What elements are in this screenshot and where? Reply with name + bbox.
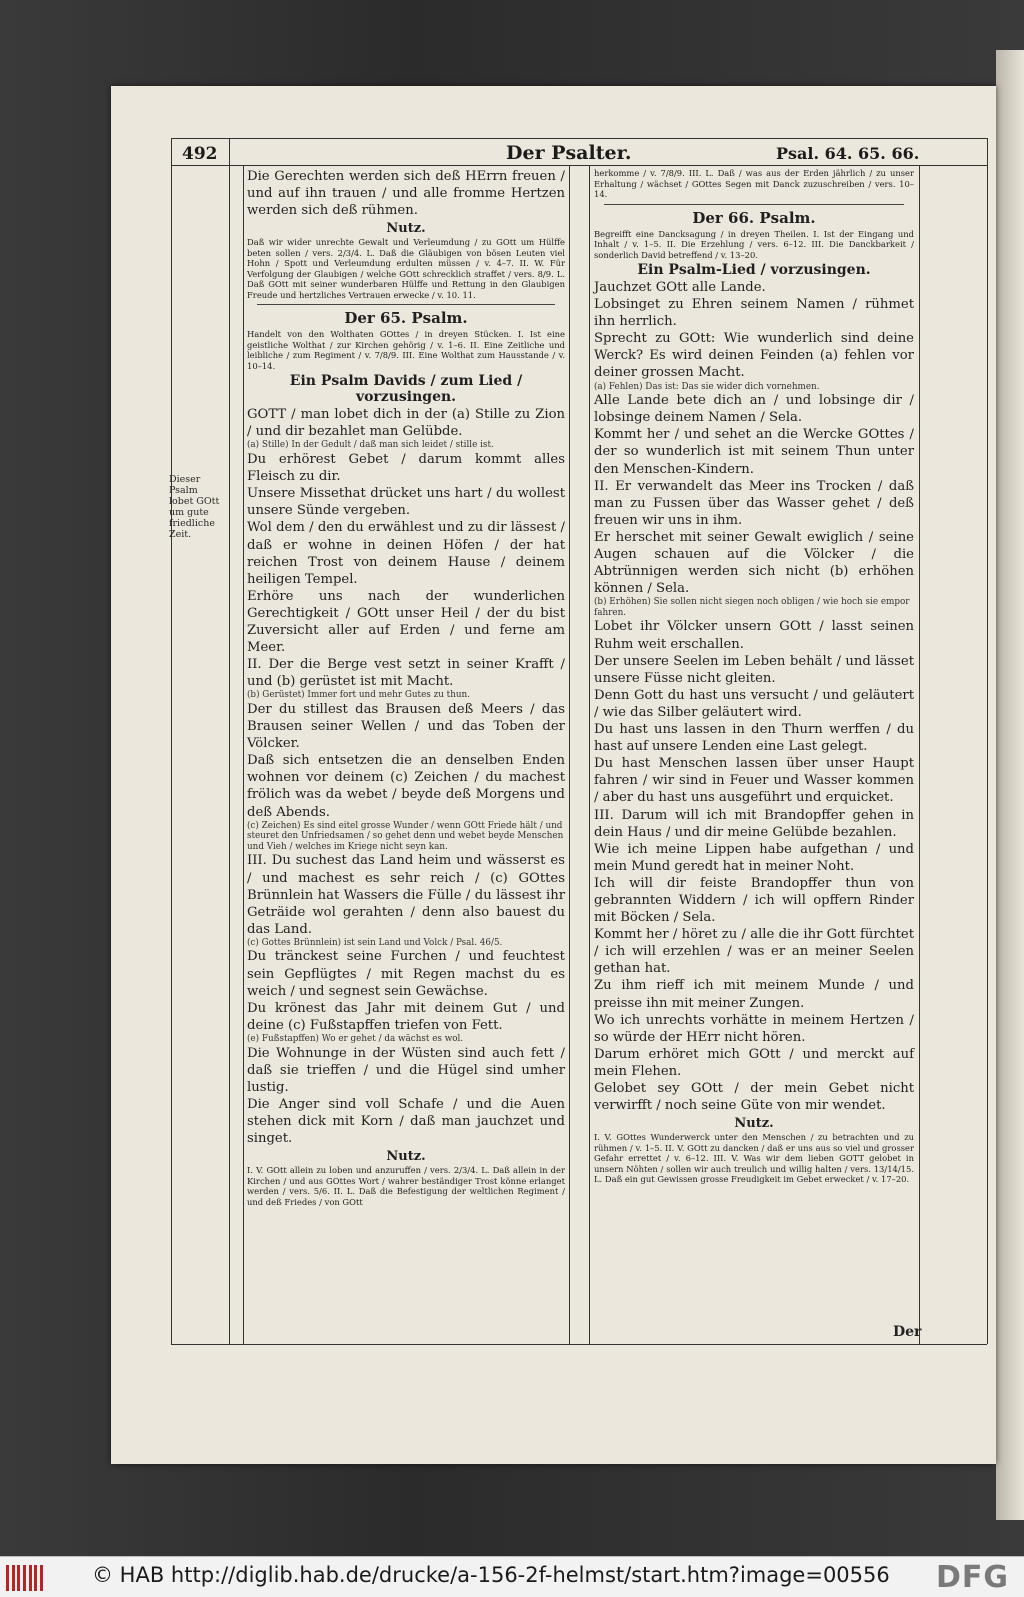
running-title: Der Psalter. [506,142,632,164]
verse-15: Ich will dir feiste Brandopffer thun von gebrannten Widdern / ich will opffern Rinder mit Böcken / Sela. [594,875,914,926]
verse-3: Sprecht zu GOtt: Wie wunderlich sind deine Werck? Es wird deinen Feinden (a) fehlen vor deiner grossen Macht. [594,331,914,381]
verse-16: Kommt her / höret zu / alle die ihr Gott fürchtet / ich will erzehlen / was er an meiner Seelen gethan hat. [594,927,914,977]
footnote-c2: (c) Gottes Brünnlein) ist sein Land und Volck / Psal. 46/5. [247,937,503,948]
footnote-a: (a) Fehlen) Das ist: Das sie wider dich vornehmen. [594,381,820,392]
verse-4: Alle Lande bete dich an / und lobsinge dir / lobsinge deinem Namen / Sela. [594,393,914,426]
verse-11: Du hast uns lassen in den Thurn werffen / du hast auf unsere Lenden eine Last gelegt. [594,722,914,755]
verse-13: III. Darum will ich mit Brandopffer gehen in dein Haus / und dir meine Gelübde bezahlen. [594,807,914,840]
nutz-heading-2: Nutz. [386,1149,426,1165]
verse-7: Er herschet mit seiner Gewalt ewiglich / seine Augen schauen auf die Völcker / die Abtrünnigen werden sich nicht (b) erhöhen können / Sela. [594,529,914,597]
psalm-66-subtitle: Ein Psalm-Lied / vorzusingen. [637,262,871,278]
verse-8: Der du stillest das Brausen deß Meers / das Brausen seiner Wellen / und das Toben der Völcker. [247,701,565,752]
verse-19: Darum erhöret mich GOtt / und merckt auf mein Flehen. [594,1046,914,1079]
right-column [594,168,914,1185]
psalm-66-title: Der 66. Psalm. [692,208,816,227]
verse-2: Lobsinget zu Ehren seinem Namen / rühmet ihn herrlich. [594,297,914,330]
bottom-rule [171,1344,987,1345]
footnote-c: (c) Zeichen) Es sind eitel grosse Wunder / wenn GOtt Friede hält / und steuret den Unfriedsamen / so gehet denn und webet beyde Menschen und Vieh / welches im Kriege nicht seyn kan. [247,820,564,852]
verse-14: Wie ich meine Lippen habe aufgethan / und mein Mund geredt hat in meiner Noht. [594,841,914,874]
margin-rule [229,138,230,1344]
page-edge [996,50,1024,1520]
outer-right-rule [987,138,988,1344]
nutz-heading-right: Nutz. [734,1116,774,1132]
verse-12: Du krönest das Jahr mit deinem Gut / und deine (c) Fußstapffen triefen von Fett. [247,1000,565,1033]
section-rule [257,304,555,305]
nutz-text-2: I. V. GOtt allein zu loben und anzuruffen / vers. 2/3/4. L. Daß allein in der Kirchen / und aus GOttes Wort / wahrer beständiger Trost könne erlanget werden / vers. 5/6. II. L. Daß die Befestigung der weltlichen Regiment / und deß Friedes / von GOtt [247,1165,565,1207]
footnote-b: (b) Erhöhen) Sie sollen nicht siegen noch obligen / wie hoch sie empor fahren. [594,597,910,618]
verse-5: Kommt her / und sehet an die Wercke GOttes / der so wunderlich ist mit seinem Thun unter den Menschen-Kindern. [594,427,914,477]
verse-12: Du hast Menschen lassen über unser Haupt fahren / wir sind in Feuer und Wasser kommen / aber du hast uns ausgeführt und erquicket. [594,756,914,806]
verse-11b: Du tränckest seine Furchen / und feuchtest sein Gepflügtes / mit Regen machst du es weich / und segnest sein Gewächse. [247,949,565,999]
dfg-logo: DFG [936,1560,1010,1595]
nutz-heading: Nutz. [386,221,426,237]
psalm-65-title: Der 65. Psalm. [344,309,468,328]
header-rule [171,165,987,166]
left-col-rule [243,165,244,1344]
footer-bar [0,1556,1024,1597]
center-rule-b [589,165,590,1344]
center-rule-a [569,165,570,1344]
verse-8: Lobet ihr Völcker unsern GOtt / lasst seinen Ruhm weit erschallen. [594,619,914,652]
psalm-66-summary: Begreifft eine Dancksagung / in dreyen Theilen. I. Ist der Eingang und Inhalt / v. 1–5. II. Die Erzehlung / vers. 6–12. III. Die Danckbarkeit / sonderlich David betreffend / v. 13–20. [594,228,914,260]
verse-6: II. Er verwandelt das Meer ins Trocken / daß man zu Fussen über das Wasser gehet / deß freuen wir uns in ihm. [594,478,914,528]
left-column [247,168,565,1207]
footnote-a: (a) Stille) In der Gedult / daß man sich leidet / stille ist. [247,440,494,451]
verse-9: Der unsere Seelen im Leben behält / und lässet unsere Füsse nicht gleiten. [594,653,914,686]
nutz-text: Daß wir wider unrechte Gewalt und Verleumdung / zu GOtt um Hülffe beten sollen / vers. 2/3/4. L. Daß die Gläubigen von bösen Leuten viel Hohn / Spott und Verleumdung erdulten müssen / v. 4–7. II. W. Für Verfolgung der Glaubigen / welche GOtt schrecklich straffet / vers. 8/9. L. Daß GOtt mit seiner wunderbaren Hülffe und Rettung in den Glaubigen Freude und hertzliches Vertrauen erwecke / v. 10. 11. [247,237,565,300]
verse-6: Erhöre uns nach der wunderlichen Gerechtigkeit / GOtt unser Heil / der du bist Zuversicht aller auf Erden / und ferne am Meer. [247,588,565,656]
footer-copyright-link[interactable]: © HAB http://diglib.hab.de/drucke/a-156-2f-helmst/start.htm?image=00556 [92,1563,890,1587]
psalm-range: Psal. 64. 65. 66. [776,144,920,163]
verse-13: Die Wohnunge in der Wüsten sind auch fett / daß sie trieffen / und die Hügel sind umher lustig. [247,1045,565,1095]
top-rule [171,138,987,139]
nutz-text-right: I. V. GOttes Wunderwerck unter den Menschen / zu betrachten und zu rühmen / v. 1–5. II. V. GOtt zu dancken / daß er uns aus so viel und grosser Gefahr errettet / v. 6–12. III. V. Was wir dem lieben GOTT gelobet in unsern Nöhten / sollen wir auch treulich und willig halten / vers. 13/14/15. L. Daß ein gut Gewissen grosse Freudigkeit im Gebet erwecket / v. 17–20. [594,1132,914,1185]
verse-5: Wol dem / den du erwählest und zu dir lässest / daß er wohne in deinen Höfen / der hat reichen Trost von deinem Hause / deinem heiligen Tempel. [247,520,565,587]
verse-2: GOTT / man lobet dich in der (a) Stille zu Zion / und dir bezahlet man Gelübde. [247,407,565,440]
footnote-e: (e) Fußstapffen) Wo er gehet / da wächst es wol. [247,1033,464,1044]
right-col-rule [919,165,920,1344]
verse-3: Du erhörest Gebet / darum kommt alles Fleisch zu dir. [247,452,565,485]
psalm-65-subtitle: Ein Psalm Davids / zum Lied / vorzusingen. [289,373,523,406]
verse-14: Die Anger sind voll Schafe / und die Auen stehen dick mit Korn / daß man jauchzet und singet. [247,1096,565,1146]
section-rule-right [604,204,904,205]
verse-4: Unsere Missethat drücket uns hart / du wollest unsere Sünde vergeben. [247,486,565,519]
nutz-continuation: herkomme / v. 7/8/9. III. L. Daß / was aus der Erden jährlich / zu unser Erhaltung / wächset / GOttes Segen mit Danck zuzuschreiben / vers. 10–14. [594,168,914,199]
verse-10: III. Du suchest das Land heim und wässerst es / und machest es sehr reich / (c) GOttes Brünnlein hat Wassers die Fülle / du lässest ihr Geträide wol gerahten / denn also bauest du das Land. [247,853,565,937]
verse-9: Daß sich entsetzen die an denselben Enden wohnen vor deinem (c) Zeichen / du machest frölich was da webet / beyde deß Morgens und deß Abends. [247,753,565,820]
footnote-b: (b) Gerüstet) Immer fort und mehr Gutes zu thun. [247,690,471,701]
verse-18: Wo ich unrechts vorhätte in meinem Hertzen / so würde der HErr nicht hören. [594,1012,914,1045]
verse-11: Die Gerechten werden sich deß HErrn freuen / und auf ihn trauen / und alle fromme Hertzen werden sich deß rühmen. [247,169,565,219]
psalm-65-summary: Handelt von den Wolthaten GOttes / in dreyen Stücken. I. Ist eine geistliche Wolthat / zur Kirchen gehörig / v. 1–6. II. Eine Zeitliche und leibliche / zum Regiment / v. 7/8/9. III. Eine Wolthat zum Hausstande / v. 10–14. [247,329,565,371]
barcode-logo-icon [6,1565,46,1591]
verse-20: Gelobet sey GOtt / der mein Gebet nicht verwirfft / noch seine Güte von mir wendet. [594,1081,914,1114]
margin-note: Dieser Psalm lobet GOtt um gute friedliche Zeit. [169,474,220,540]
verse-17: Zu ihm rieff ich mit meinem Munde / und preisse ihn mit meiner Zungen. [594,978,914,1011]
page-number: 492 [182,144,218,164]
book-page [111,86,996,1464]
outer-left-rule [171,138,172,1344]
catchword: Der [893,1324,922,1340]
verse-10: Denn Gott du hast uns versucht / und geläutert / wie das Silber geläutert wird. [594,687,914,720]
verse-1: Jauchzet GOtt alle Lande. [594,280,766,295]
verse-7: II. Der die Berge vest setzt in seiner Krafft / und (b) gerüstet ist mit Macht. [247,657,565,690]
